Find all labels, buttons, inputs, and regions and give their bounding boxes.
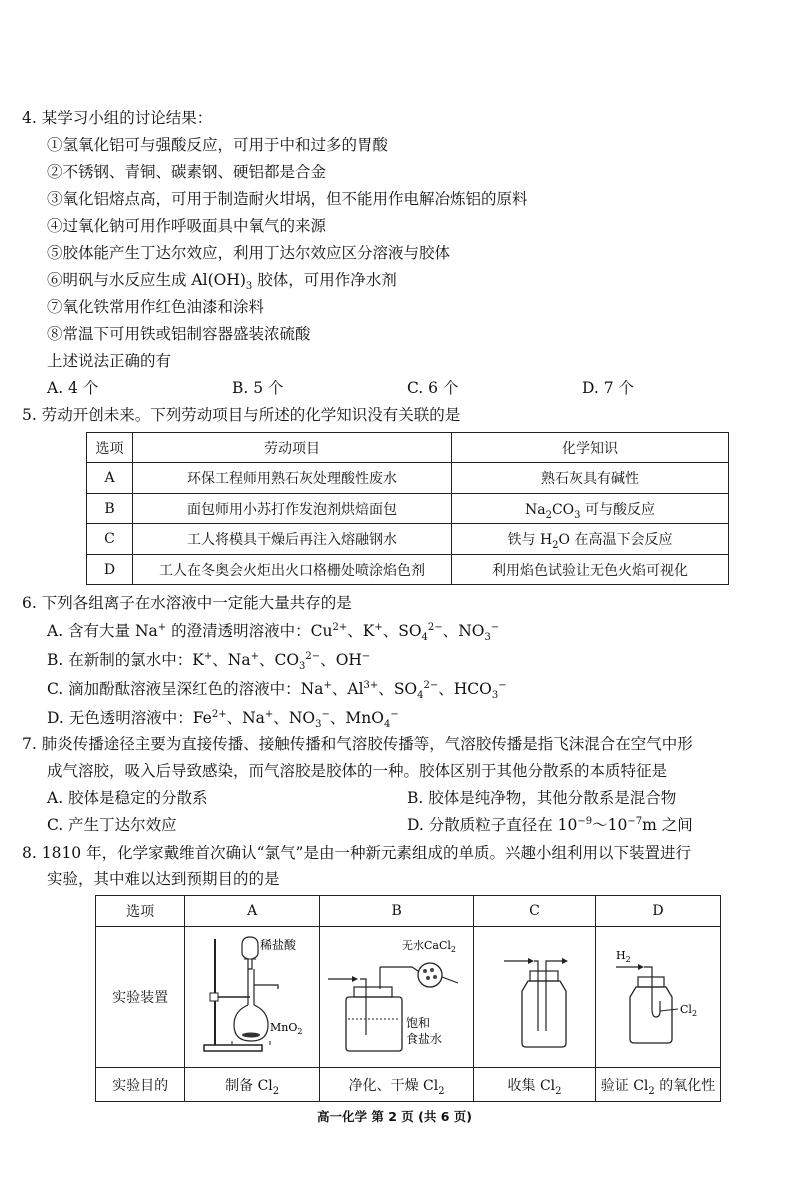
q8-purpose-a: 制备 $Cl_2$ [185, 1068, 320, 1102]
q5-stem: 5. 劳动开创未来。下列劳动项目与所述的化学知识没有关联的是 [22, 406, 461, 424]
q5-row-a-knowledge: 熟石灰具有碱性 [452, 463, 729, 494]
q4-item-2: ②不锈钢、青铜、碳素钢、硬铝都是合金 [47, 163, 327, 181]
q8-stem-line-1: 8. 1810 年，化学家戴维首次确认“氯气”是由一种新元素组成的单质。兴趣小组利用以下装置进行 [22, 844, 691, 862]
table-row [87, 494, 729, 524]
q7-option-d: D. 分散质粒子直径在 $10^{-9}\sim 10^{-7}m$ 之间 [407, 815, 693, 834]
q8-header-b: B [320, 896, 474, 927]
label-cl2: $Cl_2$ [680, 1003, 698, 1018]
q7-stem-line-1: 7. 肺炎传播途径主要为直接传播、接触传播和气溶胶传播等，气溶胶传播是指飞沫混合在空气中形 [22, 735, 693, 753]
page-footer: 高一化学 第 2 页 (共 6 页) [317, 1109, 472, 1124]
q5-row-a-option: A [87, 463, 133, 494]
q8-table [95, 895, 721, 1102]
label-mno2: MnO$_2$ [270, 1021, 303, 1036]
q7-option-a: A. 胶体是稳定的分散系 [47, 789, 208, 807]
q4-item-8: ⑧常温下可用铁或铝制容器盛装浓硫酸 [47, 325, 311, 343]
q8-apparatus-b [320, 927, 474, 1068]
q5-header-task: 劳动项目 [133, 433, 452, 463]
q5-row-c-task: 工人将模具干燥后再注入熔融钢水 [133, 524, 452, 555]
q8-header-a: A [185, 896, 320, 927]
q6-option-c: C. 滴加酚酞溶液呈深红色的溶液中：Na+、$Al^{3+}$、$SO_4^{2-}$、$HCO_3^-$ [47, 679, 507, 702]
q5-row-d-task: 工人在冬奥会火炬出火口格栅处喷涂焰色剂 [133, 555, 452, 585]
table-row [87, 555, 729, 585]
q5-row-a-task: 环保工程师用熟石灰处理酸性废水 [133, 463, 452, 494]
q5-row-b-task: 面包师用小苏打作发泡剂烘焙面包 [133, 494, 452, 524]
label-dilute-hcl: 稀盐酸 [260, 938, 297, 952]
table-row [87, 463, 729, 494]
apparatus-c-diagram [476, 927, 594, 1063]
q5-header-option: 选项 [87, 433, 133, 463]
q6-option-b: B. 在新制的氯水中：K+、Na+、$CO_3^{2-}$、OH− [47, 650, 371, 673]
apparatus-d-diagram [596, 927, 720, 1063]
q5-row-b-option: B [87, 494, 133, 524]
q5-row-c-option: C [87, 524, 133, 555]
apparatus-a-diagram [186, 927, 318, 1063]
q6-option-a: A. 含有大量 Na+ 的澄清透明溶液中：$Cu^{2+}$、K+、$SO_4^{2-}$、$NO_3^-$ [47, 621, 500, 644]
q4-option-a: A. 4 个 [47, 379, 99, 397]
q4-item-1: ①氢氧化铝可与强酸反应，可用于中和过多的胃酸 [47, 136, 389, 154]
q7-option-b: B. 胶体是纯净物，其他分散系是混合物 [407, 789, 677, 807]
q7-option-c: C. 产生丁达尔效应 [47, 816, 177, 834]
label-brine: 食盐水 [405, 1032, 442, 1046]
q8-apparatus-a [185, 927, 320, 1068]
q4-option-b: B. 5 个 [232, 379, 284, 397]
q5-row-c-knowledge: 铁与 $H_2O$ 在高温下会反应 [452, 524, 729, 555]
q4-item-5: ⑤胶体能产生丁达尔效应，利用丁达尔效应区分溶液与胶体 [47, 244, 451, 262]
q5-header-knowledge: 化学知识 [452, 433, 729, 463]
q4-item-6: ⑥明矾与水反应生成 $Al(OH)_3$ 胶体，可用作净水剂 [47, 271, 397, 293]
q5-table [86, 432, 729, 585]
apparatus-b-diagram [322, 927, 472, 1063]
q8-row-purpose-label: 实验目的 [96, 1068, 185, 1102]
q5-row-d-knowledge: 利用焰色试验让无色火焰可视化 [452, 555, 729, 585]
q4-conclusion: 上述说法正确的有 [47, 352, 172, 370]
q8-header-option: 选项 [96, 896, 185, 927]
q8-apparatus-c [474, 927, 596, 1068]
q7-stem-line-2: 成气溶胶，吸入后导致感染，而气溶胶是胶体的一种。胶体区别于其他分散系的本质特征是 [47, 762, 668, 780]
q4-item-4: ④过氧化钠可用作呼吸面具中氧气的来源 [47, 217, 327, 235]
q4-item-3: ③氧化铝熔点高，可用于制造耐火坩埚，但不能用作电解冶炼铝的原料 [47, 190, 528, 208]
label-saturated: 饱和 [405, 1016, 430, 1030]
q5-row-d-option: D [87, 555, 133, 585]
q8-row-apparatus-label: 实验装置 [96, 927, 185, 1068]
q8-purpose-d: 验证 $Cl_2$ 的氧化性 [596, 1068, 721, 1102]
q8-header-d: D [596, 896, 721, 927]
q8-stem-line-2: 实验，其中难以达到预期目的的是 [47, 870, 280, 888]
q4-option-d: D. 7 个 [582, 379, 635, 397]
q6-option-d: D. 无色透明溶液中：$Fe^{2+}$、Na+、$NO_3^-$、MnO$_4$− [47, 708, 399, 731]
q6-stem: 6. 下列各组离子在水溶液中一定能大量共存的是 [22, 594, 352, 612]
q4-option-c: C. 6 个 [407, 379, 459, 397]
label-h2: $H_2$ [616, 949, 631, 964]
q8-purpose-c: 收集 $Cl_2$ [474, 1068, 596, 1102]
q4-item-7: ⑦氧化铁常用作红色油漆和涂料 [47, 298, 265, 316]
label-anhydrous-cacl2: 无水CaCl$_2$ [401, 939, 456, 954]
q8-header-c: C [474, 896, 596, 927]
q5-row-b-knowledge: $Na_2CO_3$ 可与酸反应 [452, 494, 729, 524]
q8-purpose-b: 净化、干燥 $Cl_2$ [320, 1068, 474, 1102]
q4-stem: 4. 某学习小组的讨论结果： [22, 109, 213, 127]
q8-apparatus-d [596, 927, 721, 1068]
table-row [87, 524, 729, 555]
